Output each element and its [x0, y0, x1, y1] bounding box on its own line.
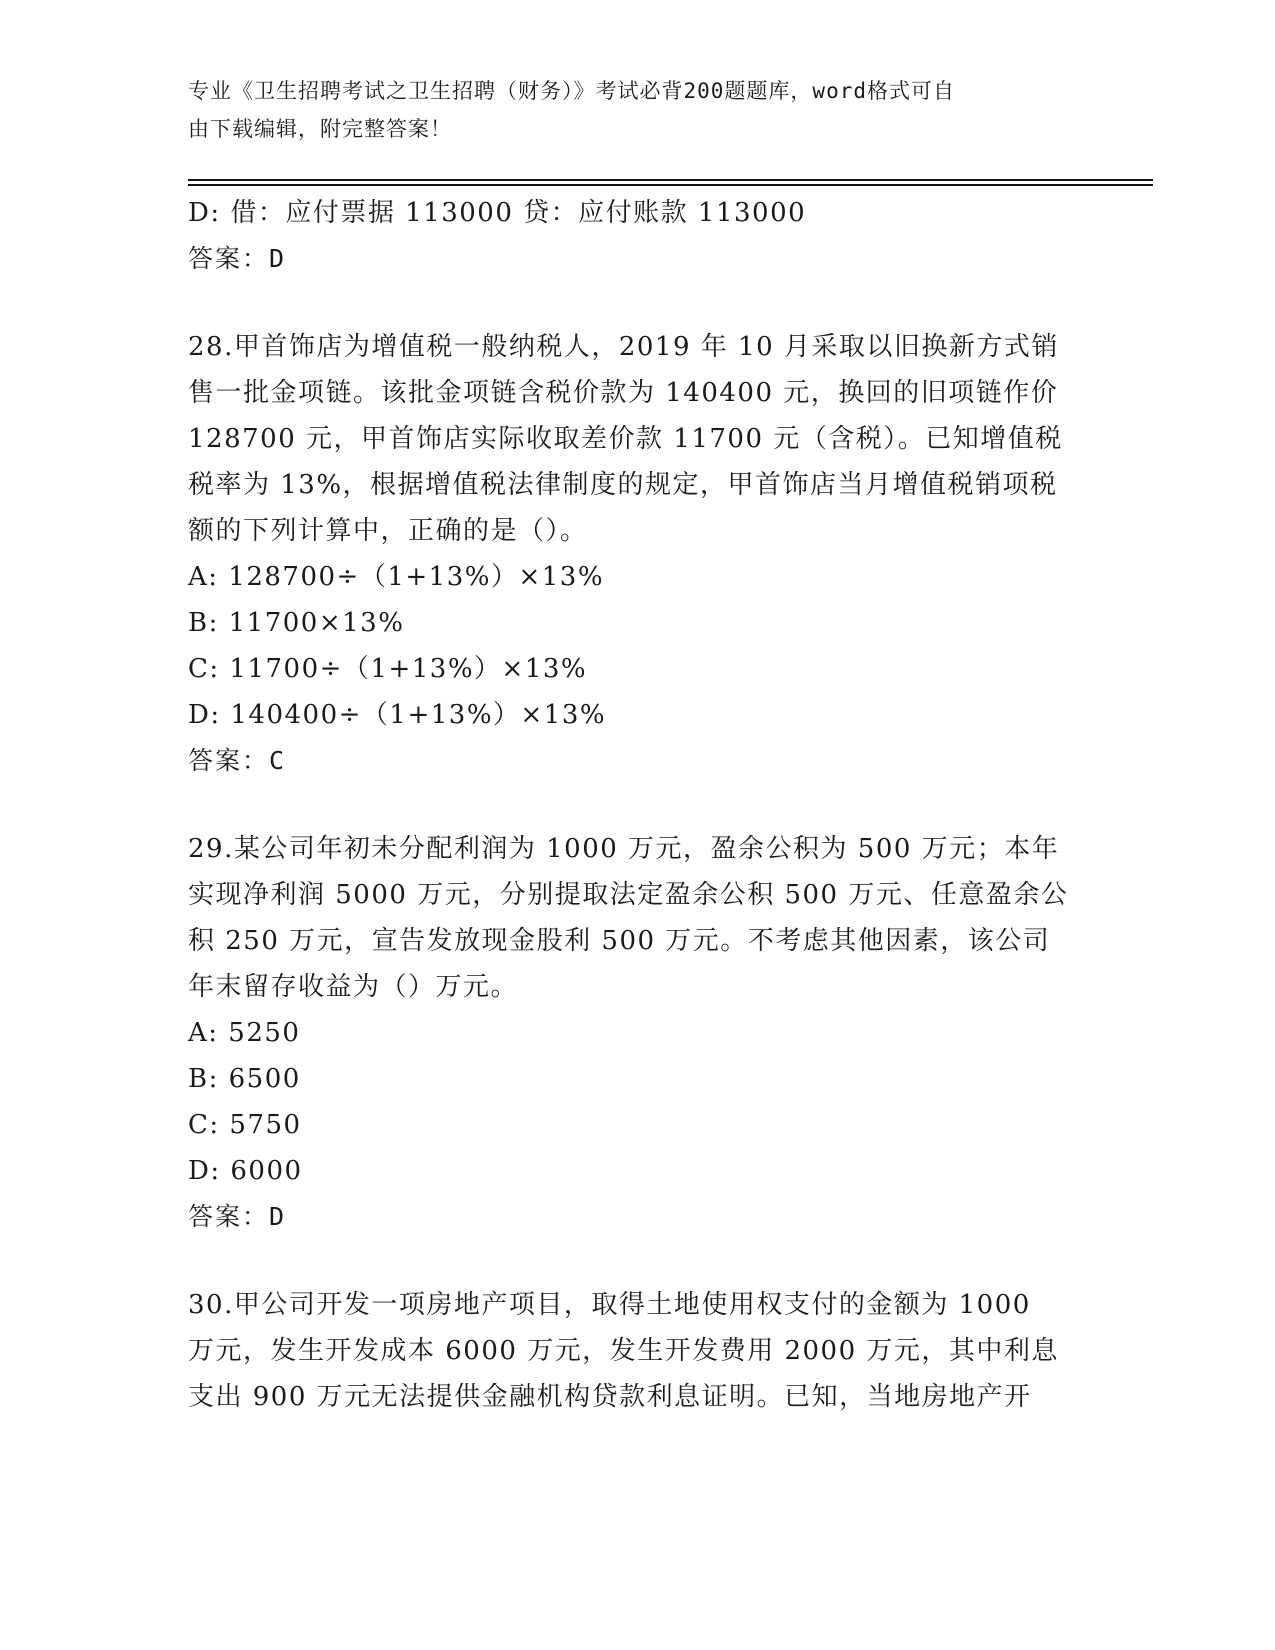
q28-stem-line: 税率为 13%，根据增值税法律制度的规定，甲首饰店当月增值税销项税 [188, 470, 1058, 500]
q28-option-d: D: 140400÷（1+13%）×13% [188, 700, 607, 730]
q30-stem-line: 支出 900 万元无法提供金融机构贷款利息证明。已知，当地房地产开 [188, 1382, 1032, 1412]
q30-stem-line: 万元，发生开发成本 6000 万元，发生开发费用 2000 万元，其中利息 [188, 1336, 1059, 1366]
q30-stem-line: 30.甲公司开发一项房地产项目，取得土地使用权支付的金额为 1000 [188, 1290, 1031, 1320]
q28-stem-line: 售一批金项链。该批金项链含税价款为 140400 元，换回的旧项链作价 [188, 378, 1059, 408]
q28-stem-line: 额的下列计算中，正确的是（）。 [188, 516, 588, 546]
q28-stem-line: 28.甲首饰店为增值税一般纳税人，2019 年 10 月采取以旧换新方式销 [188, 332, 1059, 362]
q27-answer: 答案：D [188, 244, 287, 273]
header-rule-top [188, 179, 1153, 181]
q27-option-d: D: 借：应付票据 113000 贷：应付账款 113000 [188, 198, 807, 228]
q29-stem-line: 实现净利润 5000 万元，分别提取法定盈余公积 500 万元、任意盈余公 [188, 880, 1069, 910]
q28-option-a: A: 128700÷（1+13%）×13% [188, 562, 605, 592]
q28-answer: 答案：C [188, 746, 287, 775]
q28-stem-line: 128700 元，甲首饰店实际收取差价款 11700 元（含税）。已知增值税 [188, 424, 1063, 454]
q28-option-c: C: 11700÷（1+13%）×13% [188, 654, 588, 684]
spacer [188, 282, 1088, 324]
q29-option-d: D: 6000 [188, 1156, 303, 1186]
document-body [188, 190, 1088, 1420]
spacer [188, 1240, 1088, 1282]
q29-stem-line: 积 250 万元，宣告发放现金股利 500 万元。不考虑其他因素，该公司 [188, 926, 1051, 956]
spacer [188, 784, 1088, 826]
q28-option-b: B: 11700×13% [188, 608, 405, 638]
header-rule-bottom [188, 184, 1153, 186]
q29-option-b: B: 6500 [188, 1064, 301, 1094]
question-30 [188, 1282, 1088, 1420]
q29-stem-line: 29.某公司年初未分配利润为 1000 万元，盈余公积为 500 万元；本年 [188, 834, 1060, 864]
q29-option-a: A: 5250 [188, 1018, 301, 1048]
document-header [188, 72, 1068, 148]
question-29 [188, 826, 1088, 1240]
q29-option-c: C: 5750 [188, 1110, 302, 1140]
header-line-2: 由下载编辑，附完整答案！ [188, 117, 452, 141]
q29-stem-line: 年末留存收益为（）万元。 [188, 972, 519, 1002]
question-28 [188, 324, 1088, 784]
header-line-1: 专业《卫生招聘考试之卫生招聘（财务）》考试必背200题题库，word格式可自 [188, 79, 955, 103]
q29-answer: 答案：D [188, 1202, 287, 1231]
